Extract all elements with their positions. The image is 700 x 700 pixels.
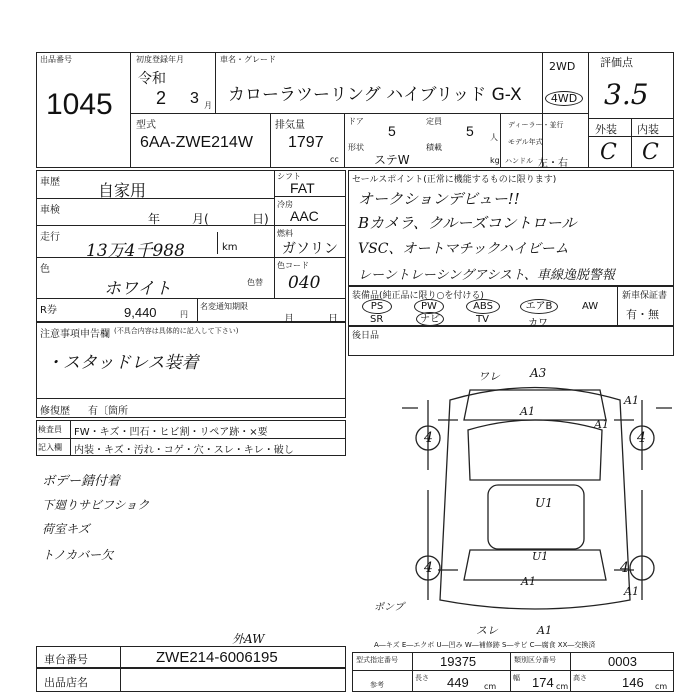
length-label: 長さ bbox=[415, 674, 429, 682]
equip-navi: ナビ bbox=[416, 312, 444, 326]
doors-label: ドア bbox=[348, 117, 364, 126]
color-code-label: 色コード bbox=[277, 261, 309, 270]
ac-label: 冷房 bbox=[277, 200, 293, 209]
recycle-label: R券 bbox=[40, 305, 57, 316]
notes-label: 注意事項申告欄 bbox=[40, 329, 110, 340]
drive-2wd: 2WD bbox=[549, 60, 576, 73]
length-unit: cm bbox=[484, 682, 497, 691]
diag-label-a1-bumper: A1 bbox=[537, 624, 552, 637]
color-value: ホワイト bbox=[104, 279, 172, 299]
diag-label-a1-side: A1 bbox=[594, 418, 609, 431]
reg-month: 3 bbox=[190, 90, 199, 107]
exterior-grade: C bbox=[600, 140, 617, 165]
grade-label: 評価点 bbox=[600, 56, 633, 69]
model-code: 6AA-ZWE214W bbox=[140, 134, 253, 151]
length-value: 449 bbox=[447, 675, 469, 690]
era: 令和 bbox=[138, 71, 166, 87]
new-warranty-value: 有・無 bbox=[626, 308, 659, 321]
equipment-label: 装備品(純正品に限り○を付ける) bbox=[352, 291, 484, 301]
extra-note: 外AW bbox=[232, 632, 265, 646]
diag-label-u1-roof: U1 bbox=[535, 496, 553, 510]
displacement: 1797 bbox=[288, 134, 324, 151]
repair-value: 有〔箇所 bbox=[88, 406, 128, 417]
shape: ステW bbox=[374, 153, 410, 167]
diag-label-u1-rear: U1 bbox=[532, 550, 549, 563]
inspection-year: 年 bbox=[148, 212, 161, 226]
category-label: 類別区分番号 bbox=[514, 656, 556, 664]
sales-line-1: オークションデビュー!! bbox=[358, 190, 520, 208]
recycle-unit: 円 bbox=[180, 310, 188, 319]
history-value: 自家用 bbox=[98, 181, 147, 200]
color-code: 040 bbox=[288, 273, 321, 293]
inspection-day: 日) bbox=[252, 212, 269, 226]
month-unit: 月 bbox=[204, 101, 212, 110]
grade-value: 3.5 bbox=[604, 78, 649, 111]
capacity-unit: 人 bbox=[490, 133, 498, 142]
inspector-label-bottom: 記入欄 bbox=[38, 443, 62, 452]
doors: 5 bbox=[388, 123, 396, 139]
handwritten-note-4: トノカバー欠 bbox=[42, 548, 114, 562]
shift-label: シフト bbox=[277, 172, 301, 181]
load-label: 積載 bbox=[426, 143, 442, 152]
diag-label-4-fl: 4 bbox=[424, 430, 433, 446]
equip-aw: AW bbox=[582, 301, 599, 312]
color-change-label: 色替 bbox=[247, 278, 263, 287]
cc-unit: cc bbox=[330, 155, 339, 164]
shape-label: 形状 bbox=[348, 143, 364, 152]
first-reg-label: 初度登録年月 bbox=[136, 55, 184, 64]
color-label: 色 bbox=[40, 264, 50, 275]
history-label: 車歴 bbox=[40, 177, 60, 188]
dealer-label: ディーラー・並行 bbox=[508, 121, 564, 129]
lot-number: 1045 bbox=[46, 88, 113, 121]
diag-label-pump: ポンプ bbox=[374, 602, 404, 613]
equip-abs: ABS bbox=[466, 299, 500, 314]
ac-value: AAC bbox=[290, 208, 319, 224]
name-change-month: 月 bbox=[284, 314, 294, 325]
sales-line-2: Bカメラ、クルーズコントロール bbox=[358, 214, 577, 232]
type-designation-label: 型式指定番号 bbox=[356, 656, 398, 664]
car-name: カローラツーリング ハイブリッド G-X bbox=[228, 85, 522, 105]
recycle-value: 9,440 bbox=[124, 305, 157, 320]
equip-ps: PS bbox=[362, 299, 392, 314]
inspection-month: 月( bbox=[192, 212, 209, 226]
diag-label-4-fr: 4 bbox=[637, 430, 646, 446]
inspection-row-1: FW・キズ・凹石・ヒビ割・リペア跡・×要 bbox=[74, 427, 268, 438]
handwritten-note-2: 下廻りサビフショク bbox=[42, 498, 150, 512]
attach-label: 後日品 bbox=[352, 331, 380, 341]
handwritten-note-1: ボデー錆付着 bbox=[42, 474, 121, 489]
diag-label-a3: A3 bbox=[530, 366, 547, 380]
notes-text: ・スタッドレス装着 bbox=[46, 353, 199, 373]
height-value: 146 bbox=[622, 675, 644, 690]
attach-frame bbox=[348, 326, 674, 356]
inspection-row-2: 内装・キズ・汚れ・コゲ・穴・スレ・キレ・破し bbox=[74, 445, 294, 456]
diagram-legend: A―キズ E―エクボ U―凹み W―補修跡 S―サビ C―腐食 XX―交換済 bbox=[374, 641, 596, 649]
equip-pw: PW bbox=[414, 299, 444, 314]
name-change-label: 名変通知期限 bbox=[200, 302, 248, 311]
width-label: 幅 bbox=[513, 674, 520, 682]
sales-line-4: レーントレーシングアシスト、車線逸脱警報 bbox=[358, 268, 615, 283]
sales-line-3: VSC、オートマチックハイビーム bbox=[358, 241, 569, 257]
diag-label-a1-windshield: A1 bbox=[520, 405, 535, 418]
chassis-label: 車台番号 bbox=[44, 653, 88, 666]
equip-sr: SR bbox=[370, 314, 384, 325]
new-warranty-label: 新車保証書 bbox=[622, 291, 668, 301]
capacity-label: 定員 bbox=[426, 117, 442, 126]
diag-label-a1-rear: A1 bbox=[521, 575, 536, 588]
fuel-value: ガソリン bbox=[282, 241, 338, 257]
name-change-day: 日 bbox=[328, 314, 338, 325]
diag-label-a1-fender: A1 bbox=[624, 585, 639, 598]
interior-grade: C bbox=[642, 140, 659, 165]
mileage-label: 走行 bbox=[40, 232, 60, 243]
equip-tv: TV bbox=[476, 314, 489, 325]
width-value: 174 bbox=[532, 675, 554, 690]
handle-label: ハンドル bbox=[505, 157, 533, 165]
exterior-label: 外装 bbox=[595, 123, 617, 136]
repair-label: 修復歴 bbox=[40, 406, 70, 417]
diag-label-ware: ワレ bbox=[478, 370, 500, 383]
interior-label: 内装 bbox=[637, 123, 659, 136]
fuel-label: 燃料 bbox=[277, 229, 293, 238]
drive-4wd: 4WD bbox=[545, 91, 583, 106]
model-year-label: モデル年式 bbox=[508, 138, 543, 146]
reg-year: 2 bbox=[156, 88, 167, 108]
equip-leather: カワ bbox=[528, 318, 548, 329]
capacity: 5 bbox=[466, 123, 474, 139]
notes-sublabel: (不具合内容は具体的に記入して下さい) bbox=[114, 327, 239, 335]
mileage-unit: km bbox=[222, 242, 238, 253]
inspector-label-top: 検査員 bbox=[38, 425, 62, 434]
handle-value: 左・右 bbox=[538, 158, 568, 169]
diag-label-4-rl: 4 bbox=[424, 560, 433, 576]
ref-label: 参考 bbox=[370, 681, 384, 689]
height-label: 高さ bbox=[573, 674, 587, 682]
category-number: 0003 bbox=[608, 654, 637, 669]
handwritten-note-3: 荷室キズ bbox=[42, 522, 90, 536]
diag-label-4-rr: 4 bbox=[620, 560, 629, 576]
load-unit: kg bbox=[490, 156, 500, 165]
sales-label: セールスポイント(正常に機能するものに限ります) bbox=[352, 175, 557, 185]
chassis-number: ZWE214-6006195 bbox=[156, 649, 278, 666]
model-label: 型式 bbox=[136, 120, 156, 131]
diag-label-sure: スレ bbox=[476, 624, 498, 637]
shift-value: FAT bbox=[290, 180, 315, 196]
diag-label-a1-right: A1 bbox=[624, 394, 639, 407]
displacement-label: 排気量 bbox=[275, 120, 305, 131]
lot-label: 出品番号 bbox=[40, 55, 72, 64]
exhibitor-label: 出品店名 bbox=[44, 676, 88, 689]
car-name-label: 車名・グレード bbox=[220, 55, 276, 64]
equip-airbag: エアB bbox=[520, 299, 558, 314]
type-designation: 19375 bbox=[440, 654, 477, 669]
mileage-value: 13万4千988 bbox=[86, 241, 185, 261]
inspection-label: 車検 bbox=[40, 205, 60, 216]
width-unit: cm bbox=[556, 682, 569, 691]
height-unit: cm bbox=[655, 682, 668, 691]
